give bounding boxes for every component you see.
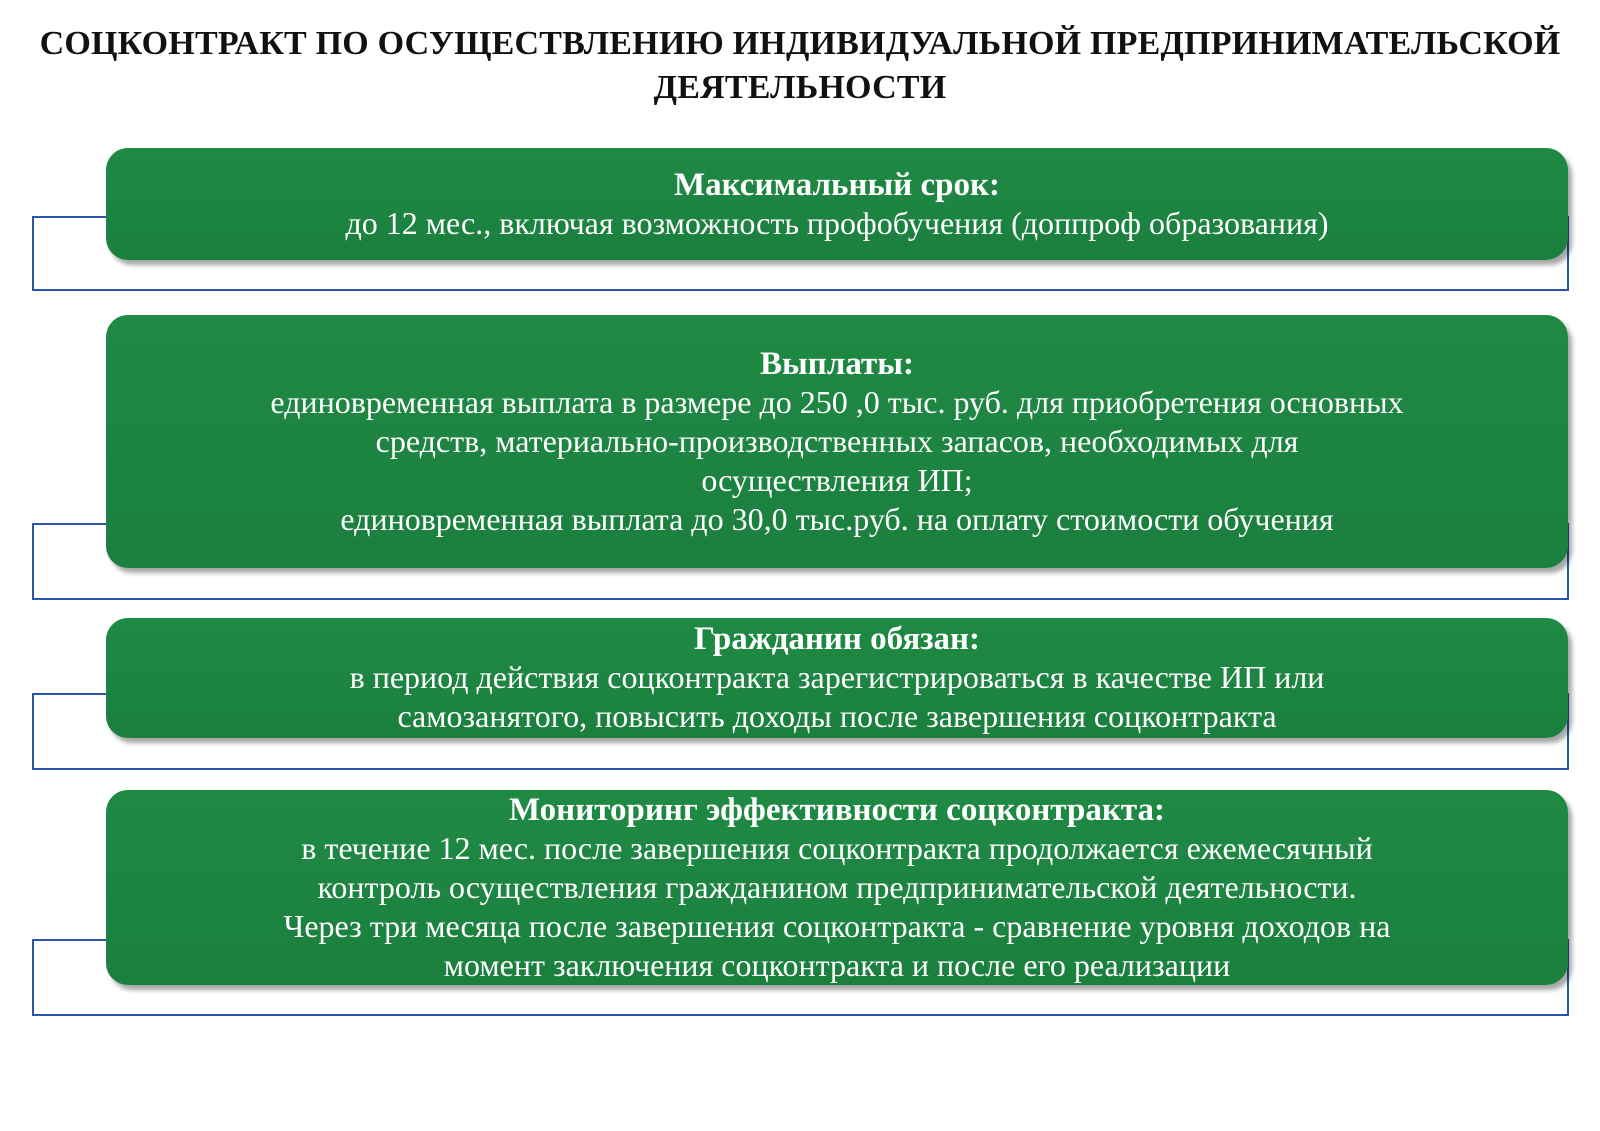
block-text-line: единовременная выплата в размере до 250 ,0 тыс. руб. для приобретения основных <box>270 383 1404 420</box>
block-text-line: в течение 12 мес. после завершения соцконтракта продолжается ежемесячный <box>301 829 1373 866</box>
block-text-line: Через три месяца после завершения соцконтракта - сравнение уровня доходов на <box>283 907 1391 944</box>
title-line-1: СОЦКОНТРАКТ ПО ОСУЩЕСТВЛЕНИЮ ИНДИВИДУАЛЬНОЙ ПРЕДПРИНИМАТЕЛЬСКОЙ <box>39 25 1561 62</box>
connector-tick-1 <box>32 216 106 218</box>
block-text-line: до 12 мес., включая возможность профобучения (доппроф образования) <box>345 204 1329 241</box>
connector-tick-4 <box>32 939 106 941</box>
block-heading: Гражданин обязан: <box>694 621 980 657</box>
block-payments <box>106 315 1568 568</box>
block-text-line: единовременная выплата до 30,0 тыс.руб. на оплату стоимости обучения <box>340 500 1334 537</box>
block-text-line: осуществления ИП; <box>701 461 973 498</box>
block-text-line: контроль осуществления гражданином предпринимательской деятельности. <box>317 868 1357 905</box>
block-heading: Выплаты: <box>760 345 914 382</box>
page-title <box>20 22 1580 110</box>
block-heading: Мониторинг эффективности соцконтракта: <box>508 791 1166 828</box>
connector-tick-2 <box>32 523 106 525</box>
block-text-line: самозанятого, повысить доходы после завершения соцконтракта <box>397 698 1277 734</box>
block-text-line: средств, материально-производственных запасов, необходимых для <box>375 422 1299 459</box>
block-citizen-obliged <box>106 618 1568 738</box>
title-line-2: ДЕЯТЕЛЬНОСТИ <box>653 69 947 106</box>
block-heading: Максимальный срок: <box>673 166 1001 203</box>
connector-tick-3 <box>32 693 106 695</box>
block-monitoring <box>106 790 1568 985</box>
block-max-term <box>106 148 1568 260</box>
block-text-line: в период действия соцконтракта зарегистрироваться в качестве ИП или <box>349 659 1325 695</box>
block-text-line: момент заключения соцконтракта и после его реализации <box>443 946 1231 983</box>
